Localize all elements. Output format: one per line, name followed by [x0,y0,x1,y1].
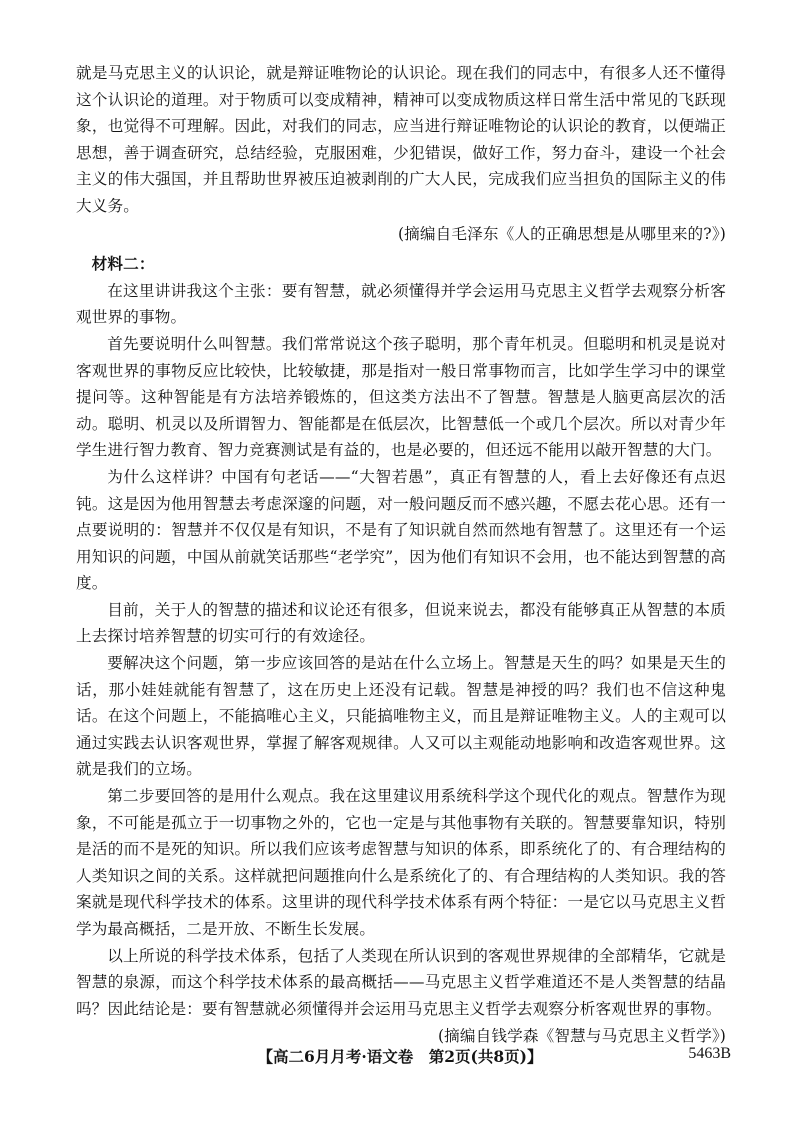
paragraph: 以上所说的科学技术体系，包括了人类现在所认识到的客观世界规律的全部精华，它就是智慧的泉源，而这个科学技术体系的最高概括——马克思主义哲学难道还不是人类智慧的结晶吗？因此结论是：要有智慧就必须懂得并会运用马克思主义哲学去观察分析客观世界的事物。 [76,946,726,1018]
material-2-heading: 材料二： [91,254,155,274]
paragraph: 首先要说明什么叫智慧。我们常常说这个孩子聪明，那个青年机灵。但聪明和机灵是说对客观世界的事物反应比较快，比较敏捷，那是指对一般日常事物而言，比如学生学习中的课堂提问等。这种智能是有方法培养锻炼的，但这类方法出不了智慧。智慧是人脑更高层次的活动。聪明、机灵以及所谓智力、智能都是在低层次，比智慧低一个或几个层次。所以对青少年学生进行智力教育、智力竞赛测试是有益的，也是必要的，但还远不能用以敲开智慧的大门。 [76,334,726,460]
continued-paragraph: 就是马克思主义的认识论，就是辩证唯物论的认识论。现在我们的同志中，有很多人还不懂得这个认识论的道理。对于物质可以变成精神，精神可以变成物质这样日常生活中常见的飞跃现象，也觉得不可理解。因此，对我们的同志，应当进行辩证唯物论的认识论的教育，以便端正思想，善于调查研究，总结经验，克服困难，少犯错误，做好工作，努力奋斗，建设一个社会主义的伟大强国，并且帮助世界被压迫被剥削的广大人民，完成我们应当担负的国际主义的伟大义务。 [76,64,726,215]
paragraph: 目前，关于人的智慧的描述和议论还有很多，但说来说去，都没有能够真正从智慧的本质上去探讨培养智慧的切实可行的有效途径。 [76,600,726,646]
exam-text [76,60,726,1054]
paragraph: 为什么这样讲？中国有句老话——“大智若愚”，真正有智慧的人，看上去好像还有点迟钝。这是因为他用智慧去考虑深邃的问题，对一般问题反而不感兴趣，不愿去花心思。还有一点要说明的：智慧并不仅仅是有知识，不是有了知识就自然而然地有智慧了。这里还有一个运用知识的问题，中国从前就笑话那些“老学究”，因为他们有知识不会用，也不能达到智慧的高度。 [76,467,726,593]
source-citation-1: (摘编自毛泽东《人的正确思想是从哪里来的?》) [397,224,726,243]
footer-page-label: 【高二6月月考·语文卷 第2页(共8页)】 [257,1047,543,1066]
paragraph: 第二步要回答的是用什么观点。我在这里建议用系统科学这个现代化的观点。智慧作为现象，不可能是孤立于一切事物之外的，它也一定是与其他事物有关联的。智慧要靠知识，特别是活的而不是死的知识。所以我们应该考虑智慧与知识的体系，即系统化了的、有合理结构的人类知识之间的关系。这样就把问题推向什么是系统化了的、有合理结构的人类知识。我的答案就是现代科学技术的体系。这里讲的现代科学技术体系有两个特征：一是它以马克思主义哲学为最高概括，二是开放、不断生长发展。 [76,787,726,938]
page-footer [0,1043,800,1071]
paragraph: 在这里讲讲我这个主张：要有智慧，就必须懂得并学会运用马克思主义哲学去观察分析客观世界的事物。 [76,281,726,327]
source-citation-2: (摘编自钱学森《智慧与马克思主义哲学》) [437,1027,726,1046]
footer-exam-code: 5463B [688,1045,731,1062]
paragraph: 要解决这个问题，第一步应该回答的是站在什么立场上。智慧是天生的吗？如果是天生的话，那小娃娃就能有智慧了，这在历史上还没有记载。智慧是神授的吗？我们也不信这种鬼话。在这个问题上，不能搞唯心主义，只能搞唯物主义，而且是辩证唯物主义。人的主观可以通过实践去认识客观世界，掌握了解客观规律。人又可以主观能动地影响和改造客观世界。这就是我们的立场。 [76,654,726,779]
